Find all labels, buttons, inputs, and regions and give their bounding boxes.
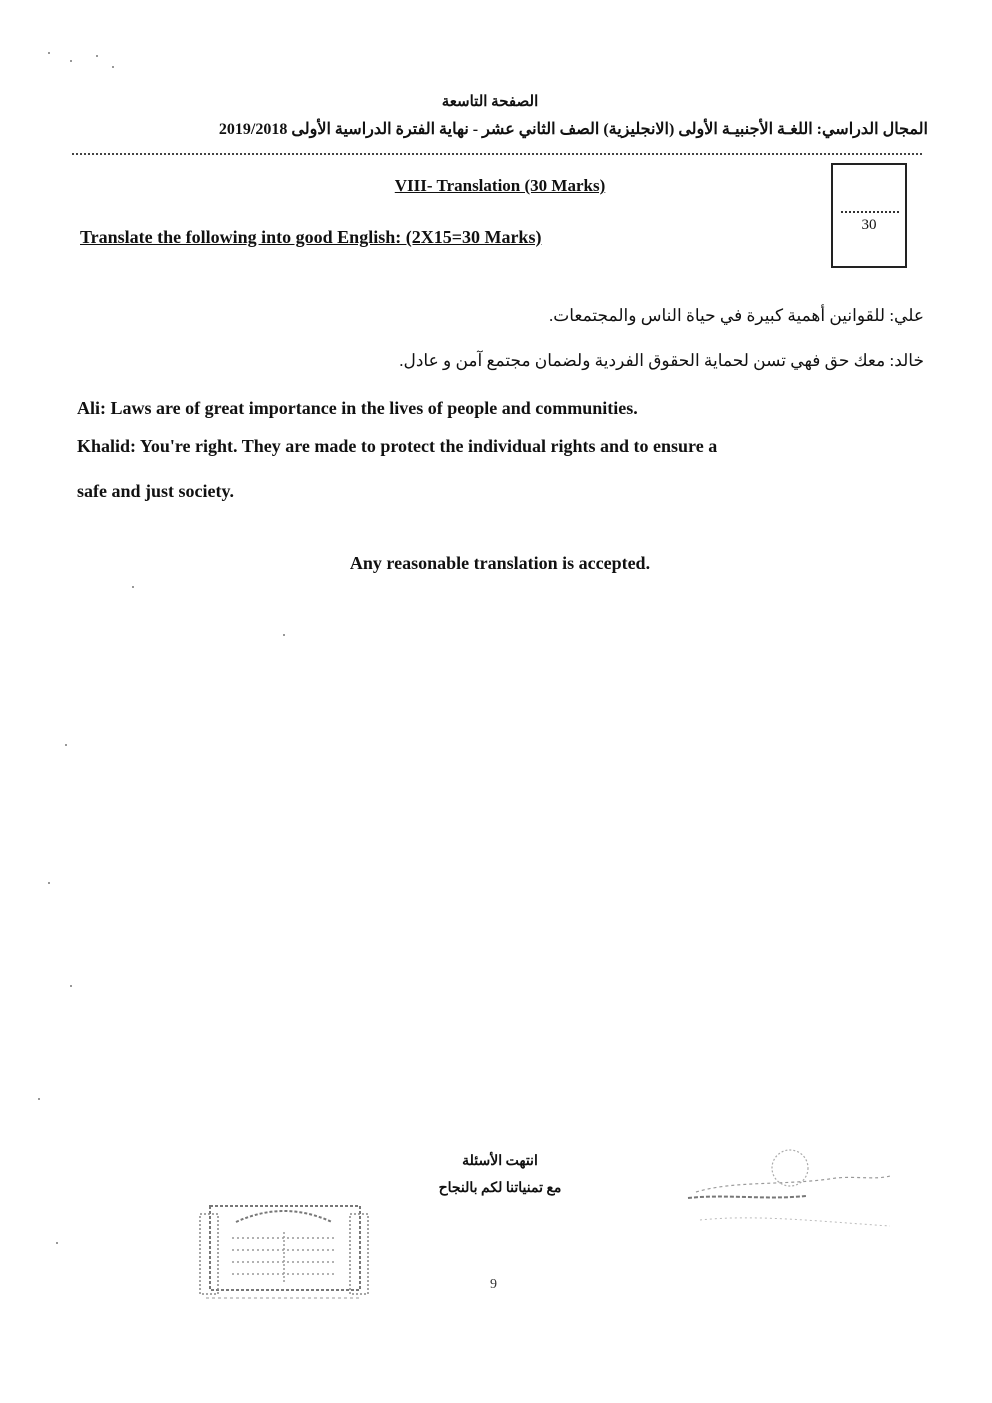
good-luck-text: مع تمنياتنا لكم بالنجاح	[438, 1181, 562, 1196]
score-dotted-line	[841, 211, 899, 213]
end-of-questions-text: انتهت الأسئلة	[462, 1154, 538, 1169]
acceptance-note: Any reasonable translation is accepted.	[349, 553, 651, 573]
signature-stamp-icon	[676, 1140, 902, 1236]
page-heading: الصفحة التاسعة	[441, 94, 539, 110]
arabic-line-2: خالد: معك حق فهي تسن لحماية الحقوق الفردية ولضمان مجتمع آمن و عادل.	[399, 351, 924, 370]
english-line-1: Ali: Laws are of great importance in the lives of people and communities.	[77, 398, 638, 418]
score-value: 30	[861, 217, 877, 233]
arabic-line-1: علي: للقوانين أهمية كبيرة في حياة الناس والمجتمعات.	[548, 306, 924, 325]
section-title: VIII- Translation (30 Marks)	[394, 176, 606, 195]
instruction-text: Translate the following into good English: (2X15=30 Marks)	[80, 227, 542, 247]
header-divider	[72, 153, 922, 155]
score-box	[831, 163, 907, 268]
page-number: 9	[490, 1277, 497, 1292]
english-line-2: Khalid: You're right. They are made to protect the individual rights and to ensure a	[77, 436, 718, 456]
english-line-3: safe and just society.	[77, 481, 234, 501]
ministry-stamp-icon	[196, 1192, 372, 1304]
subject-line: المجال الدراسي: اللغـة الأجنبيـة الأولى (الانجليزية) الصف الثاني عشر - نهاية الفترة الدراسية الأولى 2019/2018	[218, 121, 928, 138]
